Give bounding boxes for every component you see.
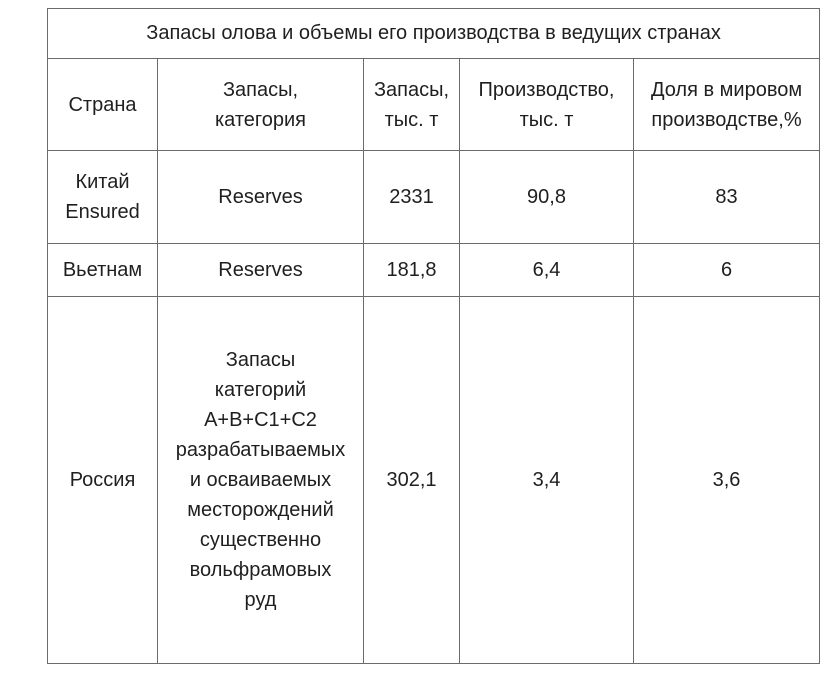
cell-category	[158, 297, 364, 664]
country-line: Вьетнам	[62, 259, 143, 281]
category-line: Запасы	[225, 349, 296, 371]
cell-country	[48, 297, 158, 664]
cell-country	[48, 151, 158, 244]
table-title: Запасы олова и объемы его производства в ведущих странах	[48, 9, 820, 59]
cell-production: 3,4	[460, 297, 634, 664]
header-category-line-1: Запасы,	[222, 78, 299, 101]
category-line: Reserves	[218, 259, 303, 281]
cell-reserves: 2331	[364, 151, 460, 244]
header-production-line-1: Производство,	[478, 78, 615, 101]
header-category-line-2: категория	[214, 108, 307, 131]
header-share-line-2: производстве,%	[651, 108, 802, 131]
tin-reserves-table	[47, 8, 820, 664]
table-row-vietnam	[48, 244, 820, 297]
category-line: вольфрамовых	[189, 559, 332, 581]
category-line: A+B+C1+C2	[204, 409, 317, 431]
cell-share: 6	[634, 244, 820, 297]
category-line: существенно	[199, 529, 322, 551]
category-line: руд	[244, 589, 277, 611]
cell-category	[158, 151, 364, 244]
header-production-line-2: тыс. т	[519, 108, 574, 131]
cell-share: 3,6	[634, 297, 820, 664]
category-line: месторождений	[187, 499, 334, 521]
header-country	[48, 59, 158, 151]
category-line: и осваиваемых	[189, 469, 332, 491]
header-production	[460, 59, 634, 151]
cell-production: 6,4	[460, 244, 634, 297]
cell-production: 90,8	[460, 151, 634, 244]
cell-category	[158, 244, 364, 297]
header-world-share	[634, 59, 820, 151]
tin-reserves-table-container	[47, 8, 819, 664]
table-row-russia	[48, 297, 820, 664]
header-reserves-amount	[364, 59, 460, 151]
category-line: Reserves	[218, 186, 303, 208]
category-line: разрабатываемых	[175, 439, 346, 461]
country-line: Россия	[69, 469, 136, 491]
country-line: Ensured	[65, 201, 140, 223]
cell-country	[48, 244, 158, 297]
cell-reserves: 181,8	[364, 244, 460, 297]
table-header-row	[48, 59, 820, 151]
header-reserves-line-2: тыс. т	[384, 108, 439, 131]
cell-share: 83	[634, 151, 820, 244]
header-share-line-1: Доля в мировом	[650, 78, 803, 101]
cell-reserves: 302,1	[364, 297, 460, 664]
table-title-row	[48, 9, 820, 59]
header-country-line: Страна	[68, 93, 137, 116]
country-line: Китай	[75, 171, 130, 193]
category-line: категорий	[214, 379, 307, 401]
header-reserves-line-1: Запасы,	[373, 78, 450, 101]
header-reserves-category	[158, 59, 364, 151]
table-row-china	[48, 151, 820, 244]
